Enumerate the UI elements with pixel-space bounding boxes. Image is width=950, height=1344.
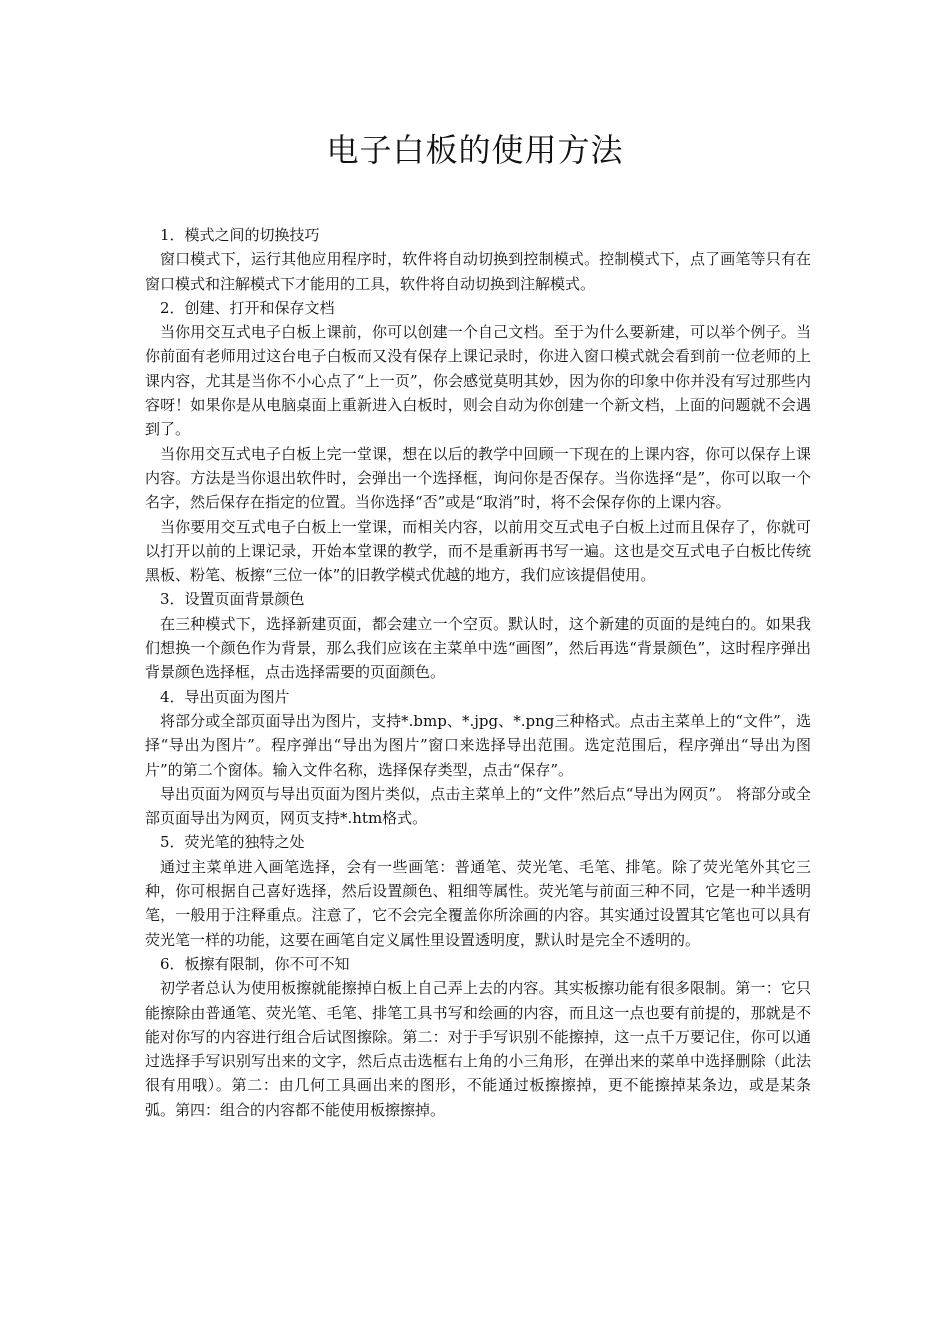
section-heading-6: 6．板擦有限制，你不可不知 [160, 954, 350, 973]
section-heading-1: 1．模式之间的切换技巧 [160, 226, 320, 244]
section-2-paragraph-2: 当你用交互式电子白板上完一堂课，想在以后的教学中回顾一下现在的上课内容，你可以保存上课内容。方法是当你退出软件时，会弹出一个选择框，询问你是否保存。当你选择“是”，你可以取一个名字，然后保存在指定的位置。当你选择“否”或是“取消”时，将不会保存你的上课内容。 [145, 444, 811, 512]
document-body [145, 223, 811, 1122]
section-heading-3: 3．设置页面背景颜色 [160, 590, 305, 609]
section-4-paragraph-1: 将部分或全部页面导出为图片，支持*.bmp、*.jpg、*.png三种格式。点击主菜单上的“文件”，选择“导出为图片”。程序弹出“导出为图片”窗口来选择导出范围。选定范围后，程序弹出“导出为图片”的第二个窗体。输入文件名称，选择保存类型，点击“保存”。 [145, 711, 811, 779]
section-2-paragraph-1: 当你用交互式电子白板上课前，你可以创建一个自己文档。至于为什么要新建，可以举个例子。当你前面有老师用过这台电子白板而又没有保存上课记录时，你进入窗口模式就会看到前一位老师的上课内容，尤其是当你不小心点了“上一页”，你会感觉莫明其妙，因为你的印象中你并没有写过那些内容呀！如果你是从电脑桌面上重新进入白板时，则会自动为你创建一个新文档，上面的问题就不会遇到了。 [145, 323, 811, 439]
section-heading-5: 5．荧光笔的独特之处 [160, 833, 305, 852]
section-5-paragraph-1: 通过主菜单进入画笔选择，会有一些画笔：普通笔、荧光笔、毛笔、排笔。除了荧光笔外其它三种，你可根据自己喜好选择，然后设置颜色、粗细等属性。荧光笔与前面三种不同，它是一种半透明笔，一般用于注释重点。注意了，它不会完全覆盖你所涂画的内容。其实通过设置其它笔也可以具有荧光笔一样的功能，这要在画笔自定义属性里设置透明度，默认时是完全不透明的。 [145, 857, 811, 949]
section-heading-2: 2．创建、打开和保存文档 [160, 298, 335, 317]
section-4-paragraph-2: 导出页面为网页与导出页面为图片类似，点击主菜单上的“文件”然后点“导出为网页”。 将部分或全部页面导出为网页，网页支持*.htm格式。 [145, 784, 811, 828]
section-heading-4: 4．导出页面为图片 [160, 687, 290, 706]
document-title: 电子白板的使用方法 [326, 131, 624, 169]
section-1-paragraph-1: 窗口模式下，运行其他应用程序时，软件将自动切换到控制模式。控制模式下，点了画笔等只有在窗口模式和注解模式下才能用的工具，软件将自动切换到注解模式。 [145, 250, 811, 293]
section-2-paragraph-3: 当你要用交互式电子白板上一堂课，而相关内容，以前用交互式电子白板上过而且保存了，你就可以打开以前的上课记录，开始本堂课的教学，而不是重新再书写一遍。这也是交互式电子白板比传统黑板、粉笔、板擦“三位一体”的旧教学模式优越的地方，我们应该提倡使用。 [145, 517, 811, 585]
section-6-paragraph-1: 初学者总认为使用板擦就能擦掉白板上自己弄上去的内容。其实板擦功能有很多限制。第一：它只能擦除由普通笔、荧光笔、毛笔、排笔工具书写和绘画的内容，而且这一点也要有前提的，那就是不能对你写的内容进行组合后试图擦除。第二：对于手写识别不能擦掉，这一点千万要记住，你可以通过选择手写识别写出来的文字，然后点击选框右上角的小三角形，在弹出来的菜单中选择删除（此法很有用哦）。第二：由几何工具画出来的图形，不能通过板擦擦掉，更不能擦掉某条边，或是某条弧。第四：组合的内容都不能使用板擦擦掉。 [145, 979, 811, 1119]
section-3-paragraph-1: 在三种模式下，选择新建页面，都会建立一个空页。默认时，这个新建的页面的是纯白的。如果我们想换一个颜色作为背景，那么我们应该在主菜单中选“画图”，然后再选“背景颜色”，这时程序弹出背景颜色选择框，点击选择需要的页面颜色。 [145, 614, 811, 682]
